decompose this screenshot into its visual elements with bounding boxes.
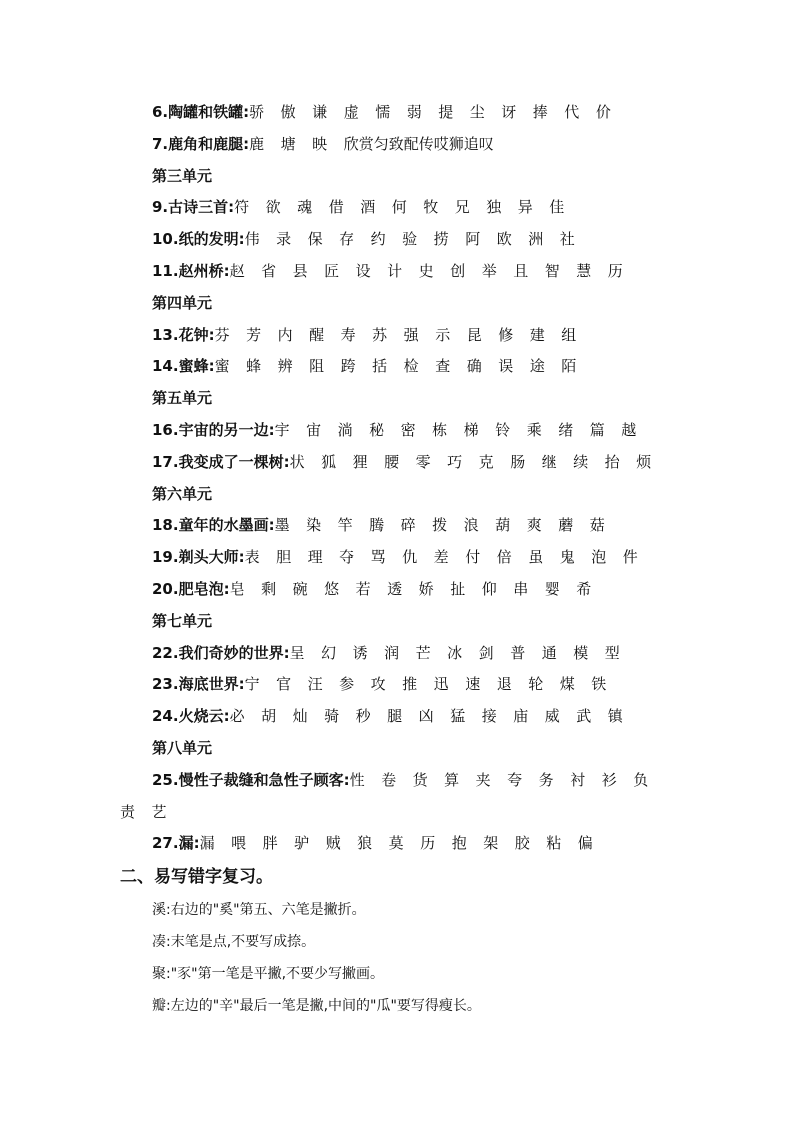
lesson-title: 20.肥皂泡: [152, 580, 230, 598]
vocab-char: 阿 [465, 230, 481, 249]
vocab-char: 绪 [558, 421, 574, 439]
vocab-char: 尘 [469, 103, 485, 121]
lesson-row [152, 448, 668, 476]
vocab-char: 皂 [229, 580, 245, 598]
vocab-char: 剩 [261, 580, 277, 598]
vocab-char: 煤 [559, 675, 575, 694]
vocab-char: 婴 [544, 580, 560, 598]
vocab-char: 蘑 [558, 516, 574, 535]
vocab-char: 越 [621, 421, 637, 439]
lesson-row [152, 670, 623, 698]
lesson-row [152, 225, 591, 253]
lesson-title: 7.鹿角和鹿腿: [152, 134, 250, 153]
vocab-char: 腰 [384, 452, 400, 471]
vocab-char: 串 [513, 580, 529, 598]
vocab-char: 镇 [607, 707, 623, 726]
vocab-char: 验 [402, 230, 418, 249]
section-heading: 二、易写错字复习。 [120, 867, 273, 888]
lesson-title: 10.纸的发明: [152, 230, 245, 249]
vocab-char: 继 [541, 452, 557, 471]
vocab-char: 漏 [199, 834, 215, 853]
lesson-title: 24.火烧云: [152, 707, 230, 726]
lesson-title: 16.宇宙的另一边: [152, 421, 275, 439]
vocab-char: 型 [604, 643, 620, 662]
vocab-char: 希 [576, 580, 592, 598]
vocab-char: 通 [541, 643, 557, 662]
vocab-char: 件 [622, 548, 638, 567]
vocab-char: 轮 [528, 675, 544, 694]
vocab-char: 润 [384, 643, 400, 662]
vocab-char: 必 [229, 707, 245, 726]
vocab-char: 秘 [369, 421, 385, 439]
lesson-row [152, 702, 639, 730]
unit-heading: 第七单元 [152, 611, 213, 630]
vocab-char: 倍 [496, 548, 512, 567]
vocab-char: 责 [120, 802, 136, 821]
vocab-char: 蜜 [214, 357, 230, 376]
vocab-char: 内 [277, 325, 293, 344]
vocab-char: 牧 [423, 198, 439, 217]
vocab-char: 伟 [244, 230, 260, 249]
vocab-char: 录 [276, 230, 292, 249]
vocab-char: 扯 [450, 580, 466, 598]
vocab-char: 贼 [325, 834, 341, 853]
vocab-char: 佳 [549, 198, 565, 217]
vocab-char: 墨 [274, 516, 290, 535]
vocab-char: 巧 [447, 452, 463, 471]
lesson-row [152, 352, 593, 380]
vocab-char: 退 [496, 675, 512, 694]
lesson-title: 11.赵州桥: [152, 262, 230, 280]
vocab-char: 夺 [339, 548, 355, 567]
vocab-char: 铁 [591, 675, 607, 694]
vocab-char: 映 [312, 134, 328, 153]
vocab-char: 理 [307, 548, 323, 567]
vocab-char: 昆 [466, 325, 482, 344]
unit-heading: 第五单元 [152, 389, 213, 408]
vocab-char: 驴 [294, 834, 310, 853]
vocab-char: 陌 [561, 357, 577, 376]
vocab-char: 芒 [415, 643, 431, 662]
vocab-char: 设 [355, 262, 371, 280]
vocab-char: 跨 [340, 357, 356, 376]
vocab-char: 历 [420, 834, 436, 853]
vocab-char: 兄 [454, 198, 470, 217]
vocab-char: 卷 [381, 770, 397, 789]
vocab-char: 骂 [370, 548, 386, 567]
vocab-char: 组 [561, 325, 577, 344]
vocab-char: 误 [498, 357, 514, 376]
vocab-char: 娇 [418, 580, 434, 598]
vocab-char: 务 [538, 770, 554, 789]
vocab-char: 付 [465, 548, 481, 567]
vocab-char: 蜂 [246, 357, 262, 376]
lesson-title: 22.我们奇妙的世界: [152, 643, 290, 662]
vocab-char: 建 [529, 325, 545, 344]
vocab-char: 仇 [402, 548, 418, 567]
vocab-char: 参 [339, 675, 355, 694]
vocab-char: 碎 [400, 516, 416, 535]
vocab-char: 篇 [589, 421, 605, 439]
vocab-char: 剑 [478, 643, 494, 662]
vocab-char: 傲 [280, 103, 296, 121]
vocab-char: 抬 [604, 452, 620, 471]
vocab-char: 举 [481, 262, 497, 280]
vocab-char: 代 [564, 103, 580, 121]
vocab-char: 历 [607, 262, 623, 280]
vocab-char: 梯 [463, 421, 479, 439]
vocab-char: 夹 [475, 770, 491, 789]
lesson-title: 6.陶罐和铁罐: [152, 103, 250, 121]
vocab-char: 胖 [262, 834, 278, 853]
vocab-char: 何 [391, 198, 407, 217]
lesson-title: 27.漏: [152, 834, 200, 853]
vocab-char: 性 [349, 770, 365, 789]
vocab-char: 衫 [601, 770, 617, 789]
vocab-char: 秒 [355, 707, 371, 726]
vocab-char: 慧 [576, 262, 592, 280]
lesson-title: 23.海底世界: [152, 675, 245, 694]
vocab-char: 魂 [297, 198, 313, 217]
vocab-char: 猛 [450, 707, 466, 726]
vocab-char: 醒 [309, 325, 325, 344]
lesson-row [152, 416, 653, 444]
vocab-char: 胡 [261, 707, 277, 726]
vocab-char: 示 [435, 325, 451, 344]
vocab-char: 塘 [280, 134, 296, 153]
vocab-char: 保 [307, 230, 323, 249]
vocab-char: 狼 [357, 834, 373, 853]
vocab-char: 冰 [447, 643, 463, 662]
vocab-char: 括 [372, 357, 388, 376]
vocab-char: 县 [292, 262, 308, 280]
vocab-char: 捧 [532, 103, 548, 121]
vocab-char: 酒 [360, 198, 376, 217]
vocab-char: 艺 [151, 802, 167, 821]
vocab-char: 透 [387, 580, 403, 598]
vocab-char: 芳 [246, 325, 262, 344]
vocab-char: 智 [544, 262, 560, 280]
lesson-row [152, 98, 627, 126]
vocab-char: 鹿 [249, 134, 265, 153]
vocab-char: 凶 [418, 707, 434, 726]
vocab-char: 铃 [495, 421, 511, 439]
vocab-char: 寿 [340, 325, 356, 344]
vocab-char: 洲 [528, 230, 544, 249]
vocab-char: 省 [261, 262, 277, 280]
vocab-char: 货 [412, 770, 428, 789]
correction-note: 溪:右边的"奚"第五、六笔是撇折。 [152, 902, 366, 919]
vocab-char: 肠 [510, 452, 526, 471]
vocab-char: 碗 [292, 580, 308, 598]
vocab-char: 葫 [495, 516, 511, 535]
vocab-char: 迅 [433, 675, 449, 694]
vocab-char: 史 [418, 262, 434, 280]
vocab-char: 淌 [337, 421, 353, 439]
lesson-title: 9.古诗三首: [152, 198, 235, 217]
vocab-char: 栋 [432, 421, 448, 439]
vocab-tail: 欣赏匀致配传哎狮追叹 [343, 134, 494, 153]
unit-heading: 第四单元 [152, 293, 213, 312]
vocab-char: 莫 [388, 834, 404, 853]
vocab-char: 推 [402, 675, 418, 694]
lesson-row [152, 766, 665, 794]
lesson-row [152, 511, 621, 539]
vocab-char: 途 [529, 357, 545, 376]
vocab-char: 零 [415, 452, 431, 471]
vocab-char: 表 [244, 548, 260, 567]
vocab-char: 谦 [312, 103, 328, 121]
vocab-char: 价 [595, 103, 611, 121]
vocab-char: 且 [513, 262, 529, 280]
vocab-char: 若 [355, 580, 371, 598]
vocab-char: 喂 [231, 834, 247, 853]
vocab-char: 虽 [528, 548, 544, 567]
vocab-char: 克 [478, 452, 494, 471]
vocab-char: 菇 [589, 516, 605, 535]
vocab-char: 创 [450, 262, 466, 280]
vocab-char: 宙 [306, 421, 322, 439]
vocab-char: 灿 [292, 707, 308, 726]
vocab-char: 捞 [433, 230, 449, 249]
vocab-char: 模 [573, 643, 589, 662]
lesson-row [152, 543, 654, 571]
vocab-char: 检 [403, 357, 419, 376]
vocab-char: 诱 [352, 643, 368, 662]
unit-heading: 第六单元 [152, 484, 213, 503]
vocab-char: 负 [633, 770, 649, 789]
vocab-char: 芬 [214, 325, 230, 344]
vocab-char: 提 [438, 103, 454, 121]
vocab-char: 架 [483, 834, 499, 853]
lesson-title: 13.花钟: [152, 325, 215, 344]
vocab-char: 粘 [546, 834, 562, 853]
vocab-char: 社 [559, 230, 575, 249]
vocab-char: 独 [486, 198, 502, 217]
vocab-char: 阻 [309, 357, 325, 376]
vocab-char: 宁 [244, 675, 260, 694]
lesson-title: 19.剃头大师: [152, 548, 245, 567]
correction-note: 瓣:左边的"辛"最后一笔是撇,中间的"瓜"要写得瘦长。 [152, 998, 481, 1015]
vocab-char: 查 [435, 357, 451, 376]
unit-heading: 第三单元 [152, 166, 213, 185]
vocab-char: 幻 [321, 643, 337, 662]
vocab-char: 状 [289, 452, 305, 471]
vocab-char: 狸 [352, 452, 368, 471]
vocab-char: 计 [387, 262, 403, 280]
unit-heading: 第八单元 [152, 739, 213, 757]
vocab-char: 借 [328, 198, 344, 217]
vocab-char: 抱 [451, 834, 467, 853]
vocab-char: 强 [403, 325, 419, 344]
vocab-char: 竿 [337, 516, 353, 535]
vocab-char: 骄 [249, 103, 265, 121]
vocab-char: 普 [510, 643, 526, 662]
vocab-char: 宇 [274, 421, 290, 439]
vocab-char: 呈 [289, 643, 305, 662]
vocab-char: 确 [466, 357, 482, 376]
vocab-char: 算 [444, 770, 460, 789]
vocab-char: 讶 [501, 103, 517, 121]
vocab-char: 鬼 [559, 548, 575, 567]
vocab-char: 庙 [513, 707, 529, 726]
vocab-char: 弱 [406, 103, 422, 121]
vocab-char: 腾 [369, 516, 385, 535]
vocab-char: 辨 [277, 357, 293, 376]
vocab-char: 攻 [370, 675, 386, 694]
vocab-char: 速 [465, 675, 481, 694]
vocab-char: 约 [370, 230, 386, 249]
vocab-char: 夸 [507, 770, 523, 789]
vocab-char: 武 [576, 707, 592, 726]
vocab-char: 差 [433, 548, 449, 567]
vocab-char: 欲 [265, 198, 281, 217]
vocab-char: 官 [276, 675, 292, 694]
vocab-char: 修 [498, 325, 514, 344]
vocab-char: 烦 [636, 452, 652, 471]
lesson-row [152, 130, 494, 158]
correction-note: 凑:末笔是点,不要写成捺。 [152, 934, 316, 951]
vocab-char: 腿 [387, 707, 403, 726]
vocab-char: 悠 [324, 580, 340, 598]
vocab-char: 赵 [229, 262, 245, 280]
lesson-title: 18.童年的水墨画: [152, 516, 275, 535]
vocab-char: 泡 [591, 548, 607, 567]
vocab-char: 偏 [577, 834, 593, 853]
vocab-char: 狐 [321, 452, 337, 471]
vocab-char: 染 [306, 516, 322, 535]
vocab-char: 浪 [463, 516, 479, 535]
vocab-char: 拨 [432, 516, 448, 535]
lesson-title: 14.蜜蜂: [152, 357, 215, 376]
vocab-char: 欧 [496, 230, 512, 249]
lesson-row [152, 575, 608, 603]
vocab-char: 胆 [276, 548, 292, 567]
lesson-row [152, 193, 581, 221]
vocab-char: 懦 [375, 103, 391, 121]
lesson-title: 25.慢性子裁缝和急性子顾客: [152, 770, 350, 789]
vocab-char: 虚 [343, 103, 359, 121]
vocab-char: 密 [400, 421, 416, 439]
correction-note: 聚:"豕"第一笔是平撇,不要少写撇画。 [152, 966, 385, 983]
lesson-row [152, 257, 639, 285]
vocab-char: 苏 [372, 325, 388, 344]
vocab-char: 仰 [481, 580, 497, 598]
vocab-char: 骑 [324, 707, 340, 726]
lesson-row [152, 639, 636, 667]
vocab-char: 威 [544, 707, 560, 726]
vocab-char: 异 [517, 198, 533, 217]
vocab-char: 接 [481, 707, 497, 726]
vocab-char: 汪 [307, 675, 323, 694]
vocab-char: 存 [339, 230, 355, 249]
vocab-char: 乘 [526, 421, 542, 439]
lesson-row [152, 321, 593, 349]
vocab-char: 爽 [526, 516, 542, 535]
vocab-char: 胶 [514, 834, 530, 853]
lesson-row [152, 829, 609, 857]
lesson-title: 17.我变成了一棵树: [152, 452, 290, 471]
vocab-char: 匠 [324, 262, 340, 280]
vocab-char: 符 [234, 198, 250, 217]
vocab-char: 续 [573, 452, 589, 471]
vocab-char: 衬 [570, 770, 586, 789]
lesson-row-wrap [120, 798, 183, 826]
